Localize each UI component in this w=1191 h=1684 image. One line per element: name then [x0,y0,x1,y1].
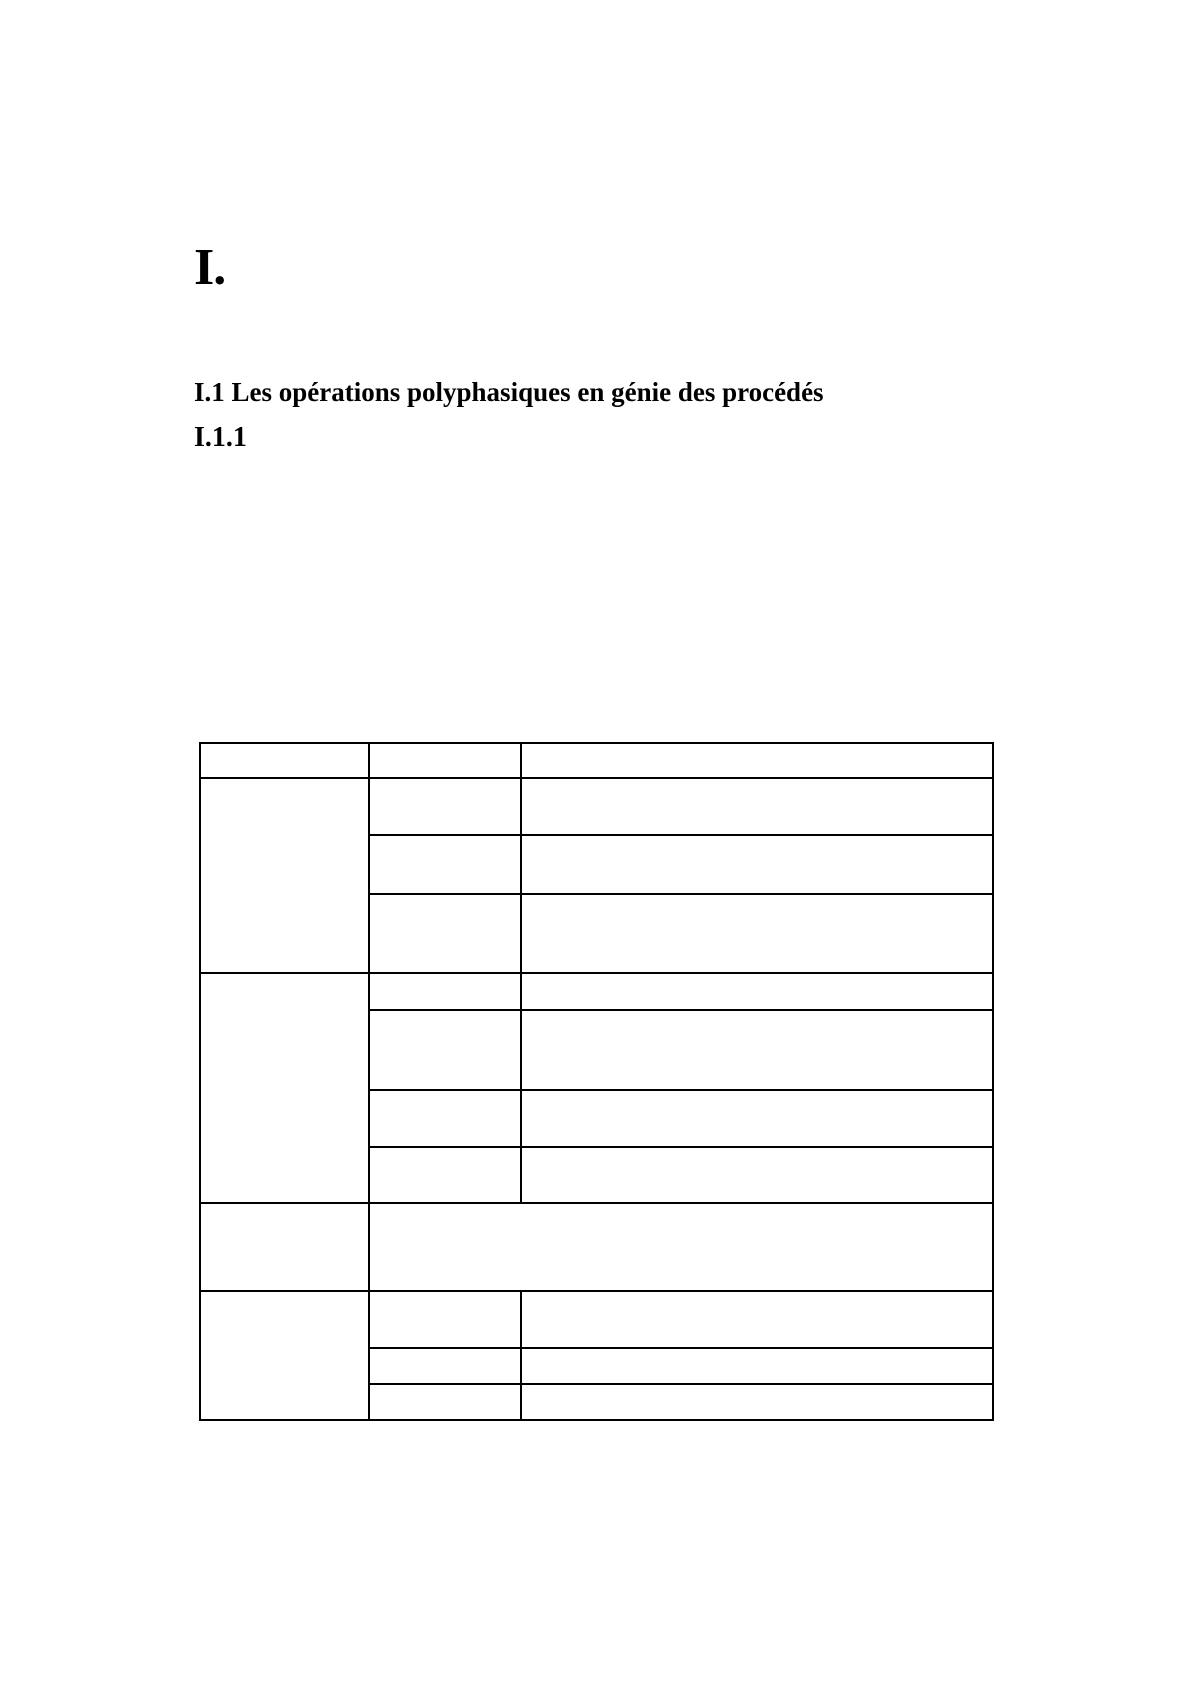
table-cell [521,1010,993,1090]
table-cell [369,1010,521,1090]
table-cell [521,973,993,1010]
table-cell [369,743,521,778]
table-cell-group-b [200,973,369,1203]
table-row [200,778,993,835]
table-cell [369,835,521,894]
table-cell [369,1147,521,1203]
section-heading: I.1 Les opérations polyphasiques en génie des procédés [194,377,824,407]
subsection-heading: I.1.1 [194,422,247,453]
table-cell [369,894,521,973]
table-cell [521,1348,993,1384]
table-cell-group-a [200,778,369,973]
table-cell [200,743,369,778]
table-cell [369,1348,521,1384]
table-cell [521,1090,993,1147]
table-cell [521,743,993,778]
table-row [200,743,993,778]
content-table [199,742,994,1421]
table-row [200,1203,993,1291]
table-cell [521,1384,993,1420]
table-cell [369,1291,521,1348]
table-cell [369,1384,521,1420]
table-cell [521,894,993,973]
table-cell [369,1090,521,1147]
table-cell [521,1147,993,1203]
table-cell-group-c [200,1203,369,1291]
table-row [200,973,993,1010]
table-cell [521,1291,993,1348]
table-row [200,1291,993,1348]
table-cell [369,973,521,1010]
table-cell [369,778,521,835]
table-cell-group-d [200,1291,369,1420]
table-cell-merged [369,1203,993,1291]
table-cell [521,778,993,835]
table-cell [521,835,993,894]
chapter-heading: I. [194,239,226,296]
